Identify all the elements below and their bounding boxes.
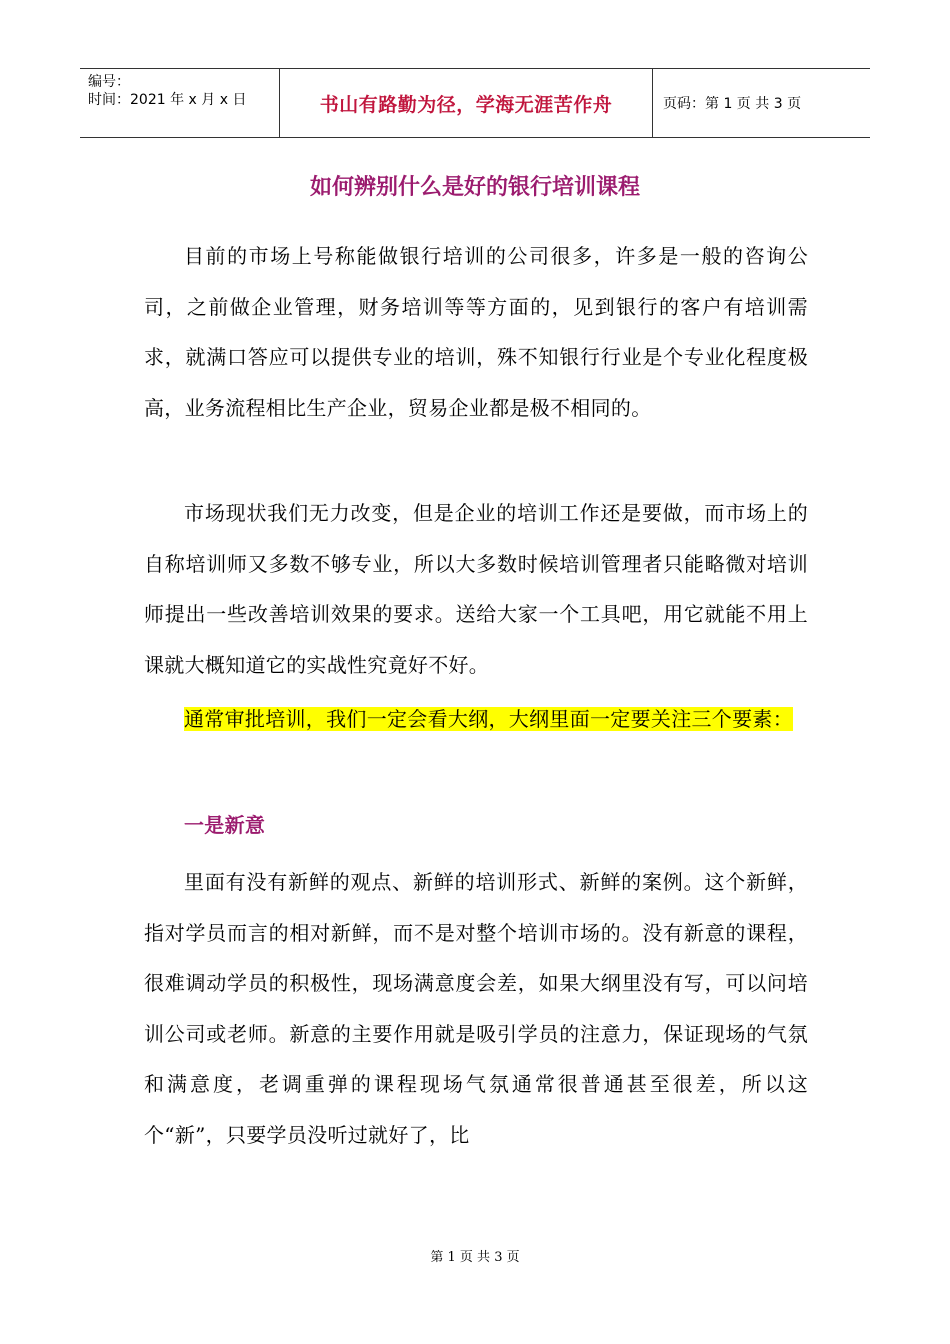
page-footer: 第 1 页 共 3 页 [430, 1250, 520, 1265]
paragraph-3-wrapper [144, 694, 808, 745]
document-title: 如何辨别什么是好的银行培训课程 [309, 174, 640, 200]
subhead-novelty: 一是新意 [184, 813, 266, 837]
highlighted-text: 通常审批培训，我们一定会看大纲，大纲里面一定要关注三个要素： [184, 707, 793, 731]
paragraph-2-block [144, 488, 808, 690]
document-number-label: 编号： [88, 74, 130, 90]
paragraph-2: 市场现状我们无力改变，但是企业的培训工作还是要做，而市场上的自称培训师又多数不够专业，所以大多数时候培训管理者只能略微对培训师提出一些改善培训效果的要求。送给大家一个工具吧，用它就能不用上课就大概知道它的实战性究竟好不好。 [144, 501, 808, 677]
paragraph-1-block [144, 231, 808, 433]
paragraph-3-block [144, 694, 808, 745]
paragraph-1: 目前的市场上号称能做银行培训的公司很多，许多是一般的咨询公司，之前做企业管理，财务培训等等方面的，见到银行的客户有培训需求，就满口答应可以提供专业的培训，殊不知银行行业是个专业化程度极高，业务流程相比生产企业，贸易企业都是极不相同的。 [144, 244, 808, 420]
subhead-1-block [144, 800, 808, 851]
paragraph-4: 里面有没有新鲜的观点、新鲜的培训形式、新鲜的案例。这个新鲜，指对学员而言的相对新鲜，而不是对整个培训市场的。没有新意的课程，很难调动学员的积极性，现场满意度会差，如果大纲里没有写，可以问培训公司或老师。新意的主要作用就是吸引学员的注意力，保证现场的气氛和满意度，老调重弹的课程现场气氛通常很普通甚至很差，所以这个“新”，只要学员没听过就好了，比 [144, 870, 808, 1147]
header-meta [80, 69, 280, 137]
document-date: 时间：2021 年 x 月 x 日 [88, 92, 247, 108]
page-header [80, 68, 870, 138]
paragraph-4-block [144, 857, 808, 1160]
header-page-info: 页码：第 1 页 共 3 页 [663, 96, 802, 112]
header-motto: 书山有路勤为径，学海无涯苦作舟 [280, 69, 653, 137]
